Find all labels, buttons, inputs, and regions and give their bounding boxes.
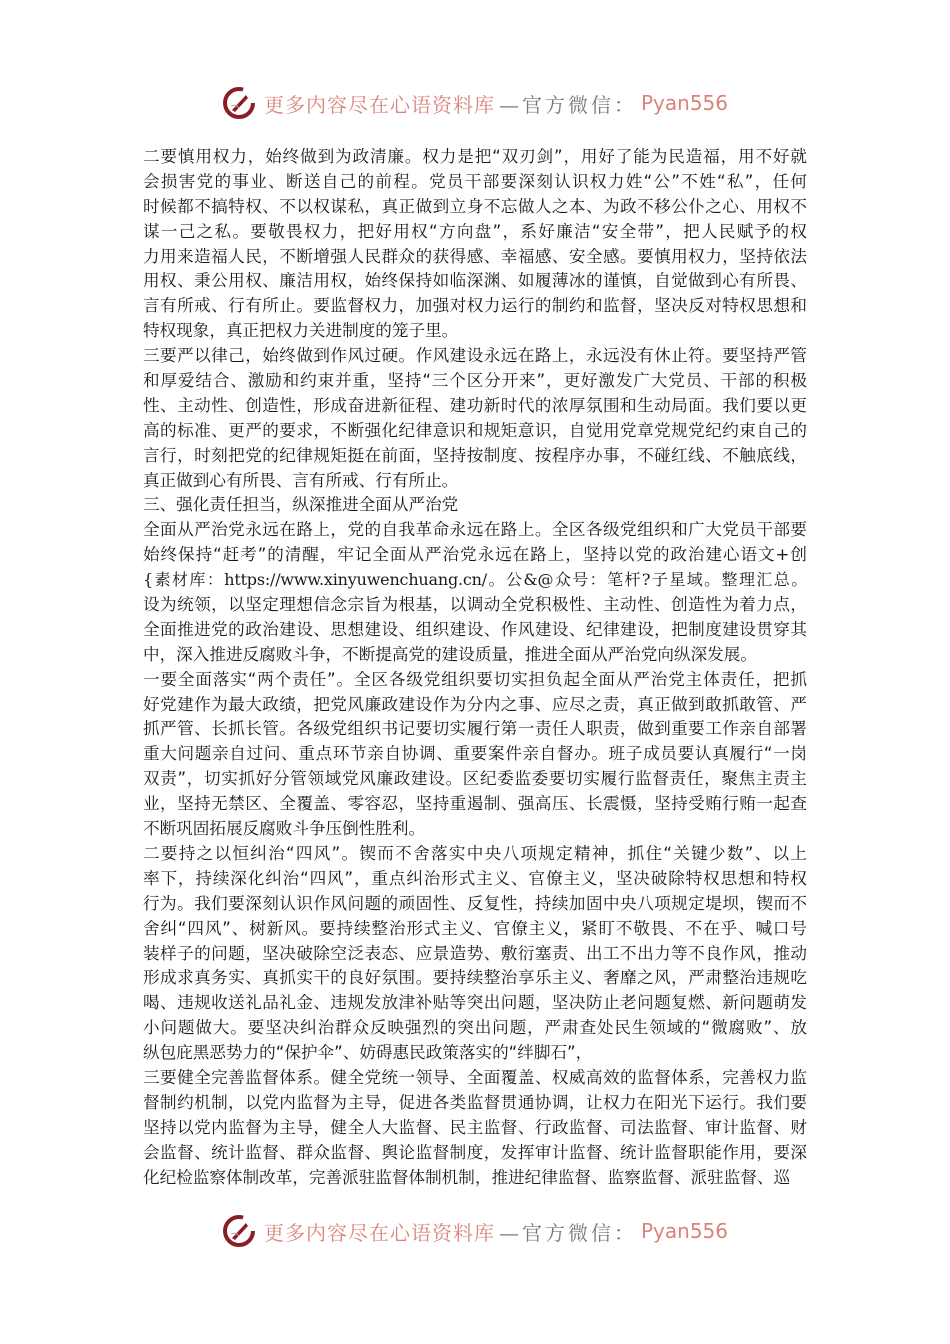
paragraph <box>143 842 807 1066</box>
text-line: 三、强化责任担当，纵深推进全面从严治党 <box>143 495 459 515</box>
text-line: 言有所戒、行有所止。要监督权力，加强对权力运行的制约和监督，坚决反对特权思想和 <box>143 296 807 316</box>
header-banner <box>0 83 950 123</box>
text-line: 不断巩固拓展反腐败斗争压倒性胜利。 <box>143 819 426 839</box>
paragraph <box>143 668 807 842</box>
text-line: 特权现象，真正把权力关进制度的笼子里。 <box>143 321 459 341</box>
paragraph <box>143 518 807 667</box>
quill-logo-icon <box>222 86 256 120</box>
text-line: 化纪检监察体制改革，完善派驻监督体制机制，推进纪律监督、监察监督、派驻监督、巡 <box>143 1167 791 1187</box>
banner-separator: —官方微信： <box>498 92 637 117</box>
text-line: 形成求真务实、真抓实干的良好氛围。要持续整治享乐主义、奢靡之风，严肃整治违规吃 <box>143 968 807 988</box>
section-heading <box>143 493 807 518</box>
text-line: {素材库：https://www.xinyuwenchuang.cn/。公&@众号：笔杆?子星域。整理汇总。 <box>143 570 807 590</box>
text-line: 三要健全完善监督体系。健全党统一领导、全面覆盖、权威高效的监督体系，完善权力监 <box>143 1067 807 1087</box>
text-line: 设为统领，以坚定理想信念宗旨为根基，以调动全党积极性、主动性、创造性为着力点， <box>143 595 807 615</box>
banner-text: 更多内容尽在心语资料库 <box>263 1220 495 1245</box>
text-line: 纵包庇黑恶势力的“保护伞”、妨碍惠民政策落实的“绊脚石”， <box>143 1043 593 1063</box>
text-line: 中，深入推进反腐败斗争，不断提高党的建设质量，推进全面从严治党向纵深发展。 <box>143 644 757 664</box>
text-line: 全面推进党的政治建设、思想建设、组织建设、作风建设、纪律建设，把制度建设贯穿其 <box>143 619 807 639</box>
text-line: 高的标准、更严的要求，不断强化纪律意识和规矩意识，自觉用党章党规党纪约束自己的 <box>143 420 807 440</box>
text-line: 全面从严治党永远在路上，党的自我革命永远在路上。全区各级党组织和广大党员干部要 <box>143 520 807 540</box>
footer-banner <box>0 1211 950 1251</box>
banner-separator: —官方微信： <box>498 1220 637 1245</box>
paragraph <box>143 145 807 344</box>
text-line: 言行，时刻把党的纪律规矩挺在前面，坚持按制度、按程序办事，不碰红线、不触底线， <box>143 445 807 465</box>
text-line: 和厚爱结合、激励和约束并重，坚持“三个区分开来”，更好激发广大党员、干部的积极 <box>143 371 807 391</box>
text-line: 好党建作为最大政绩，把党风廉政建设作为分内之事、应尽之责，真正做到敢抓敢管、严 <box>143 694 807 714</box>
text-line: 时候都不搞特权、不以权谋私，真正做到立身不忘做人之本、为政不移公仆之心、用权不 <box>143 196 807 216</box>
text-line: 二要慎用权力，始终做到为政清廉。权力是把“双刃剑”，用好了能为民造福，用不好就 <box>143 147 807 166</box>
quill-logo-icon <box>222 1214 256 1248</box>
text-line: 坚持以党内监督为主导，健全人大监督、民主监督、行政监督、司法监督、审计监督、财 <box>143 1117 807 1137</box>
text-line: 力用来造福人民，不断增强人民群众的获得感、幸福感、安全感。要慎用权力，坚持依法 <box>143 246 807 266</box>
paragraph <box>143 344 807 493</box>
text-line: 始终保持“赶考”的清醒，牢记全面从严治党永远在路上，坚持以党的政治建心语文+创 <box>143 545 807 565</box>
text-line: 二要持之以恒纠治“四风”。锲而不舍落实中央八项规定精神，抓住“关键少数”、以上 <box>143 843 807 863</box>
wechat-id: Pyan556 <box>640 91 728 115</box>
text-line: 真正做到心有所畏、言有所戒、行有所止。 <box>143 470 459 490</box>
text-line: 督制约机制，以党内监督为主导，促进各类监督贯通协调，让权力在阳光下运行。我们要 <box>143 1092 807 1112</box>
text-line: 行为。我们要深刻认识作风问题的顽固性、反复性，持续加固中央八项规定堤坝，锲而不 <box>143 893 807 913</box>
text-line: 会监督、统计监督、群众监督、舆论监督制度，发挥审计监督、统计监督职能作用，要深 <box>143 1142 807 1162</box>
text-line: 会损害党的事业、断送自己的前程。党员干部要深刻认识权力姓“公”不姓“私”，任何 <box>143 171 807 191</box>
paragraph <box>143 1066 807 1190</box>
text-line: 抓严管、长抓长管。各级党组织书记要切实履行第一责任人职责，做到重要工作亲自部署 <box>143 719 807 739</box>
text-line: 三要严以律己，始终做到作风过硬。作风建设永远在路上，永远没有休止符。要坚持严管 <box>143 346 807 366</box>
text-line: 率下，持续深化纠治“四风”，重点纠治形式主义、官僚主义，坚决破除特权思想和特权 <box>143 868 807 888</box>
text-line: 重大问题亲自过问、重点环节亲自协调、重要案件亲自督办。班子成员要认真履行“一岗 <box>143 744 807 764</box>
text-line: 性、主动性、创造性，形成奋进新征程、建功新时代的浓厚氛围和生动局面。我们要以更 <box>143 395 807 415</box>
text-line: 小问题做大。要坚决纠治群众反映强烈的突出问题，严肃查处民生领域的“微腐败”、放 <box>143 1018 807 1038</box>
document-body <box>143 145 807 1190</box>
text-line: 装样子的问题，坚决破除空泛表态、应景造势、敷衍塞责、出工不出力等不良作风，推动 <box>143 943 807 963</box>
text-line: 一要全面落实“两个责任”。全区各级党组织要切实担负起全面从严治党主体责任，把抓 <box>143 669 807 689</box>
text-line: 用权、秉公用权、廉洁用权，始终保持如临深渊、如履薄冰的谨慎，自觉做到心有所畏、 <box>143 271 807 291</box>
text-line: 双责”，切实抓好分管领域党风廉政建设。区纪委监委要切实履行监督责任，聚焦主责主 <box>143 769 807 789</box>
text-line: 喝、违规收送礼品礼金、违规发放津补贴等突出问题，坚决防止老问题复燃、新问题萌发 <box>143 993 807 1013</box>
wechat-id: Pyan556 <box>640 1219 728 1243</box>
text-line: 舍纠“四风”、树新风。要持续整治形式主义、官僚主义，紧盯不敬畏、不在乎、喊口号 <box>143 918 807 938</box>
banner-text: 更多内容尽在心语资料库 <box>263 92 495 117</box>
text-line: 业，坚持无禁区、全覆盖、零容忍，坚持重遏制、强高压、长震慑，坚持受贿行贿一起查 <box>143 794 807 814</box>
text-line: 谋一己之私。要敬畏权力，把好用权“方向盘”，系好廉洁“安全带”，把人民赋予的权 <box>143 221 807 241</box>
